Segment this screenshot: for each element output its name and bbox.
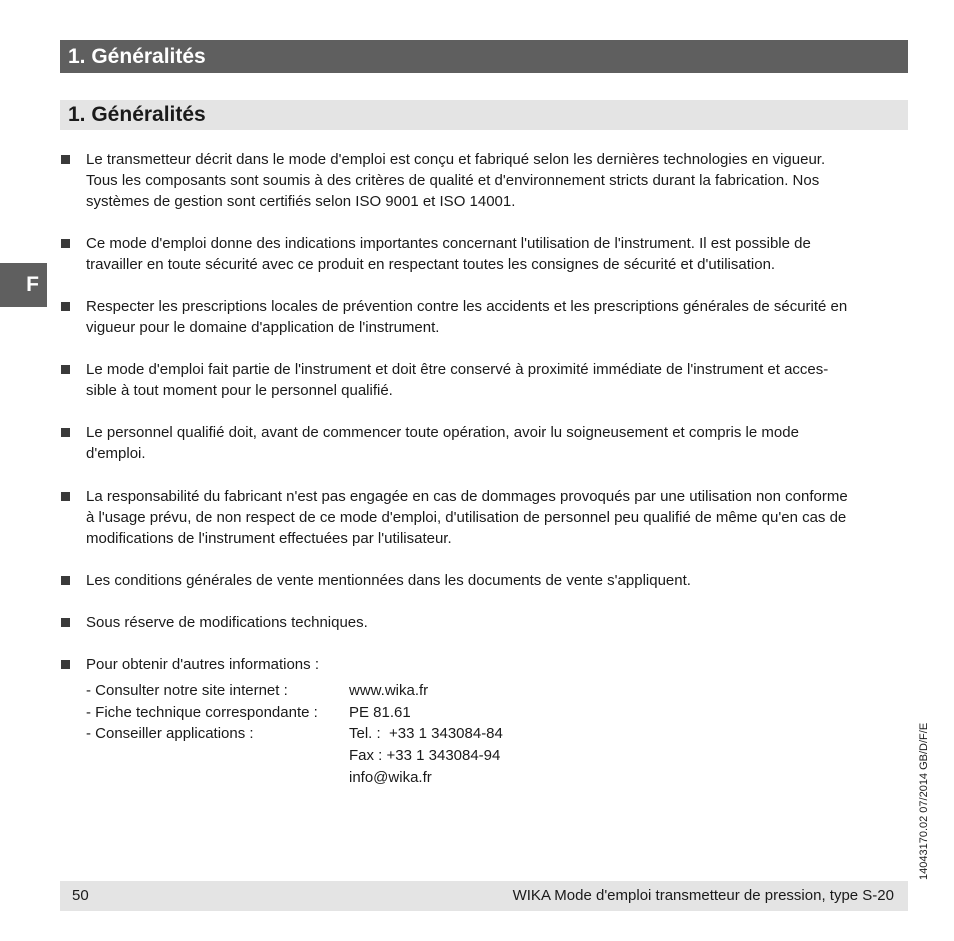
bullet-text: Respecter les prescriptions locales de prévention contre les accidents et les prescriptions générales de sécurité en vigueur pour le domaine d'application de l'instrument.: [86, 298, 848, 336]
document-code: 14043170.02 07/2014 GB/D/F/E: [918, 722, 930, 880]
email-link[interactable]: info@wika.fr: [349, 769, 432, 786]
website-label: - Consulter notre site internet :: [86, 682, 288, 699]
bullet-text: Pour obtenir d'autres informations :: [86, 656, 319, 673]
list-item: [86, 612, 916, 633]
list-item: [86, 422, 916, 464]
bullet-square-icon: [61, 576, 70, 585]
bullet-square-icon: [61, 660, 70, 669]
bullet-square-icon: [61, 365, 70, 374]
bullet-text: La responsabilité du fabricant n'est pas engagée en cas de dommages provoqués par une utilisation non conforme à l'usage prévu, de non respect de ce mode d'emploi, d'utilisation de personnel peu qualifié de même qu'en cas de modifications de l'instrument effectuées par l'utilisateur.: [86, 488, 848, 547]
fax-value: Fax : +33 1 343084-94: [349, 747, 501, 764]
website-link[interactable]: www.wika.fr: [349, 682, 429, 699]
bullet-text: Le transmetteur décrit dans le mode d'emploi est conçu et fabriqué selon les dernières technologies en vigueur. Tous les composants sont soumis à des critères de qualité et d'environnement stricts durant la fabrication. Nos systèmes de gestion sont certifiés selon ISO 9001 et ISO 14001.: [86, 151, 826, 210]
list-item: [86, 149, 916, 212]
bullet-square-icon: [61, 155, 70, 164]
tel-value: Tel. : +33 1 343084-84: [349, 725, 503, 742]
chapter-title: 1. Généralités: [60, 40, 908, 73]
page-footer: [60, 881, 908, 911]
bullet-text: Le mode d'emploi fait partie de l'instrument et doit être conservé à proximité immédiate de l'instrument et acces- sible à tout moment pour le personnel qualifié.: [86, 361, 829, 399]
bullet-square-icon: [61, 618, 70, 627]
list-item: [86, 233, 916, 275]
advisor-label: - Conseiller applications :: [86, 725, 254, 742]
list-item: [86, 654, 916, 675]
datasheet-value: PE 81.61: [349, 704, 411, 721]
bullet-square-icon: [61, 239, 70, 248]
language-tab: F: [0, 263, 47, 307]
bullet-square-icon: [61, 302, 70, 311]
list-item: [86, 359, 916, 401]
bullet-text: Les conditions générales de vente mentionnées dans les documents de vente s'appliquent.: [86, 572, 691, 589]
list-item: [86, 486, 916, 549]
footer-document-title: WIKA Mode d'emploi transmetteur de pression, type S-20: [512, 887, 894, 904]
page-number: 50: [72, 887, 89, 904]
bullet-text: Le personnel qualifié doit, avant de commencer toute opération, avoir lu soigneusement et compris le mode d'emploi.: [86, 424, 799, 462]
bullet-text: Ce mode d'emploi donne des indications importantes concernant l'utilisation de l'instrument. Il est possible de travailler en toute sécurité avec ce produit en respectant toutes les consignes de sécurité et d'utilisation.: [86, 235, 811, 273]
bullet-square-icon: [61, 492, 70, 501]
bullet-square-icon: [61, 428, 70, 437]
datasheet-label: - Fiche technique correspondante :: [86, 704, 318, 721]
list-item: [86, 296, 916, 338]
bullet-text: Sous réserve de modifications techniques.: [86, 614, 368, 631]
list-item: [86, 570, 916, 591]
section-title: 1. Généralités: [60, 100, 908, 130]
